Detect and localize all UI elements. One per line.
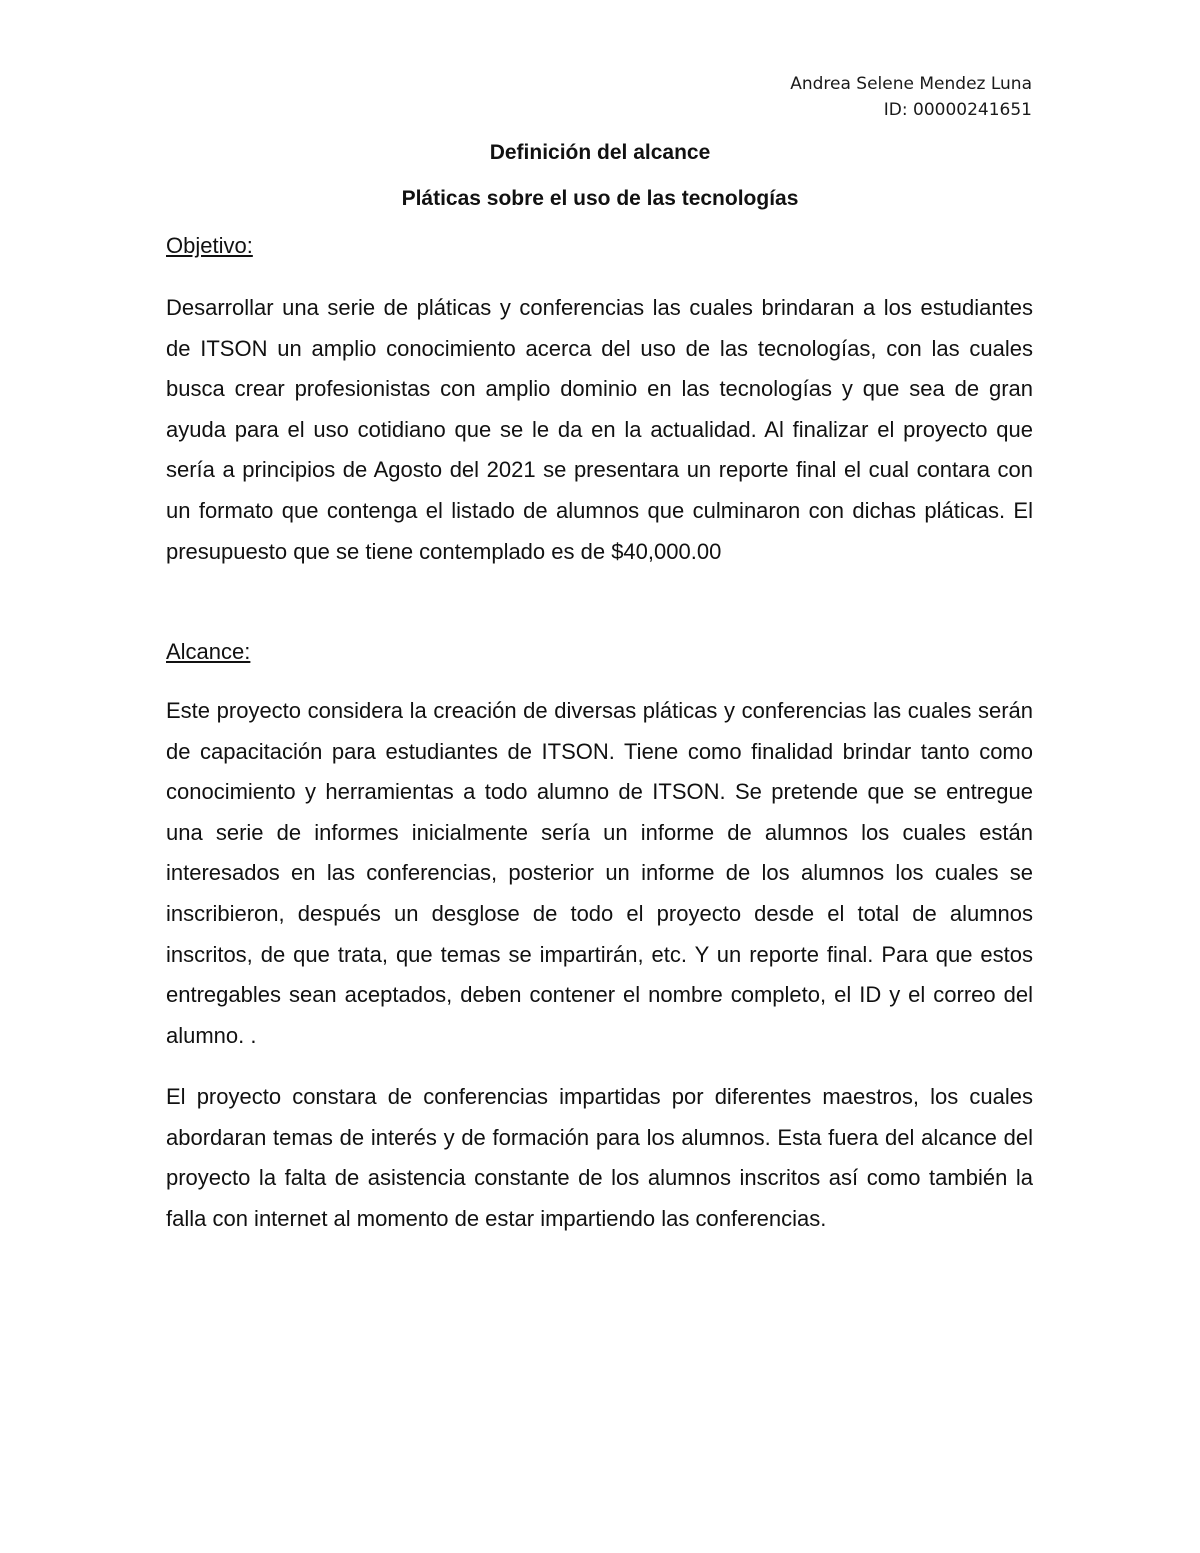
alcance-heading: Alcance: bbox=[166, 639, 251, 664]
document-subtitle: Pláticas sobre el uso de las tecnologías bbox=[401, 187, 799, 210]
alcance-paragraph-1: Este proyecto considera la creación de diversas pláticas y conferencias las cuales serán de capacitación para estudiantes de ITSON. Tiene como finalidad brindar tanto como conocimiento y herramientas a todo alumno de ITSON. Se pretende que se entregue una serie de informes inicialmente sería un informe de alumnos los cuales están interesados en las conferencias, posterior un informe de los alumnos los cuales se inscribieron, después un desglose de todo el proyecto desde el total de alumnos inscritos, de que trata, que temas se impartirán, etc. Y un reporte final. Para que estos entregables sean aceptados, deben contener el nombre completo, el ID y el correo del alumno. . bbox=[166, 698, 1033, 1048]
document-header bbox=[790, 71, 1032, 123]
objetivo-heading: Objetivo: bbox=[166, 233, 253, 258]
document-title: Definición del alcance bbox=[489, 141, 711, 164]
objetivo-paragraph: Desarrollar una serie de pláticas y conferencias las cuales brindaran a los estudiantes de ITSON un amplio conocimiento acerca del uso de las tecnologías, con las cuales busca crear profesionistas con amplio dominio en las tecnologías y que sea de gran ayuda para el uso cotidiano que se le da en la actualidad. Al finalizar el proyecto que sería a principios de Agosto del 2021 se presentara un reporte final el cual contara con un formato que contenga el listado de alumnos que culminaron con dichas pláticas. El presupuesto que se tiene contemplado es de $40,000.00 bbox=[166, 295, 1033, 564]
student-id: ID: 00000241651 bbox=[883, 100, 1032, 120]
author-name: Andrea Selene Mendez Luna bbox=[790, 74, 1032, 94]
alcance-paragraph-2: El proyecto constara de conferencias impartidas por diferentes maestros, los cuales abordaran temas de interés y de formación para los alumnos. Esta fuera del alcance del proyecto la falta de asistencia constante de los alumnos inscritos así como también la falla con internet al momento de estar impartiendo las conferencias. bbox=[166, 1084, 1033, 1231]
